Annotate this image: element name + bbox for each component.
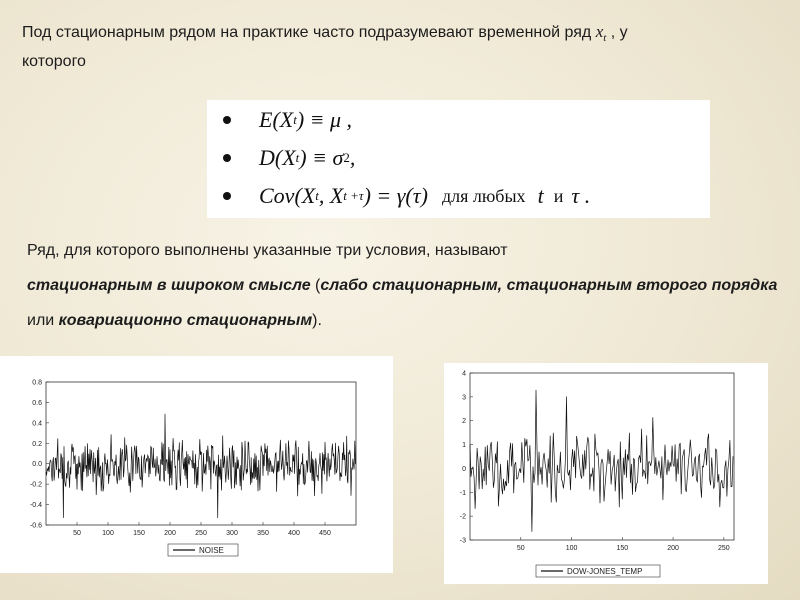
intro-sentence: Под стационарным рядом на практике часто подразумевают временной ряд <box>22 24 592 41</box>
x-tick-label: 50 <box>73 530 81 537</box>
x-tick-label: 150 <box>133 530 145 537</box>
x-tick-label: 200 <box>667 545 679 552</box>
bullet-icon <box>223 192 231 200</box>
term-wide-sense: стационарным в широком смысле <box>27 277 311 294</box>
noise-chart-svg <box>0 356 393 573</box>
y-tick-label: 1 <box>462 442 466 450</box>
y-tick-label: -0.6 <box>29 522 42 530</box>
intro-text <box>22 20 782 73</box>
y-tick-label: 4 <box>462 370 466 378</box>
dow-jones-chart-svg <box>444 363 768 584</box>
formula-variance: D(X t ) ≡ σ 2 , <box>207 140 355 176</box>
y-tick-label: 3 <box>462 394 466 402</box>
term-covariance: ковариационно стационарным <box>58 312 313 329</box>
bullet-icon <box>223 154 231 162</box>
x-tick-label: 100 <box>565 545 578 552</box>
noise-chart <box>0 356 393 573</box>
series-line <box>46 414 355 518</box>
x-tick-label: 350 <box>257 530 269 537</box>
y-tick-label: -0.2 <box>29 481 42 489</box>
legend-label: NOISE <box>199 546 224 555</box>
bullet-icon <box>223 116 231 124</box>
term-weak: слабо стационарным, стационарным второго порядка <box>320 277 778 294</box>
legend-label: DOW-JONES_TEMP <box>567 567 643 576</box>
x-tick-label: 250 <box>718 545 730 552</box>
intro-line2: которого <box>22 53 86 70</box>
y-tick-label: 0 <box>462 465 466 473</box>
series-line <box>470 390 733 532</box>
intro-variable: $x_t$ <box>595 22 607 44</box>
dow-jones-chart <box>444 363 768 584</box>
y-tick-label: 0.0 <box>32 461 42 469</box>
definition-paragraph: Ряд, для которого выполнены указанные три условия, называют стационарным в широком смысле (слабо стационарным, стационарным второго порядка или ковариационно стационарным). <box>27 242 778 329</box>
y-tick-label: -3 <box>459 537 466 545</box>
formula-mean: E(X t ) ≡ μ , <box>207 102 352 138</box>
y-tick-label: 0.2 <box>32 440 42 448</box>
intro-after: , у <box>610 24 628 41</box>
x-tick-label: 50 <box>516 545 525 552</box>
y-tick-label: 0.6 <box>32 399 42 407</box>
x-tick-label: 400 <box>288 530 300 537</box>
x-tick-label: 200 <box>164 530 176 537</box>
x-tick-label: 450 <box>319 530 331 537</box>
y-tick-label: 0.4 <box>32 420 42 428</box>
x-tick-label: 100 <box>102 530 114 537</box>
formula-covariance: Cov(X t , X t +τ ) = γ(τ) для любых t и τ . <box>207 178 590 214</box>
x-tick-label: 250 <box>195 530 207 537</box>
y-tick-label: 0.8 <box>32 379 42 387</box>
y-tick-label: -2 <box>459 513 466 521</box>
y-tick-label: -1 <box>459 489 466 497</box>
y-tick-label: -0.4 <box>29 502 42 510</box>
y-tick-label: 2 <box>462 418 466 426</box>
x-tick-label: 150 <box>616 545 629 552</box>
x-tick-label: 300 <box>226 530 238 537</box>
formula-image <box>207 100 710 218</box>
